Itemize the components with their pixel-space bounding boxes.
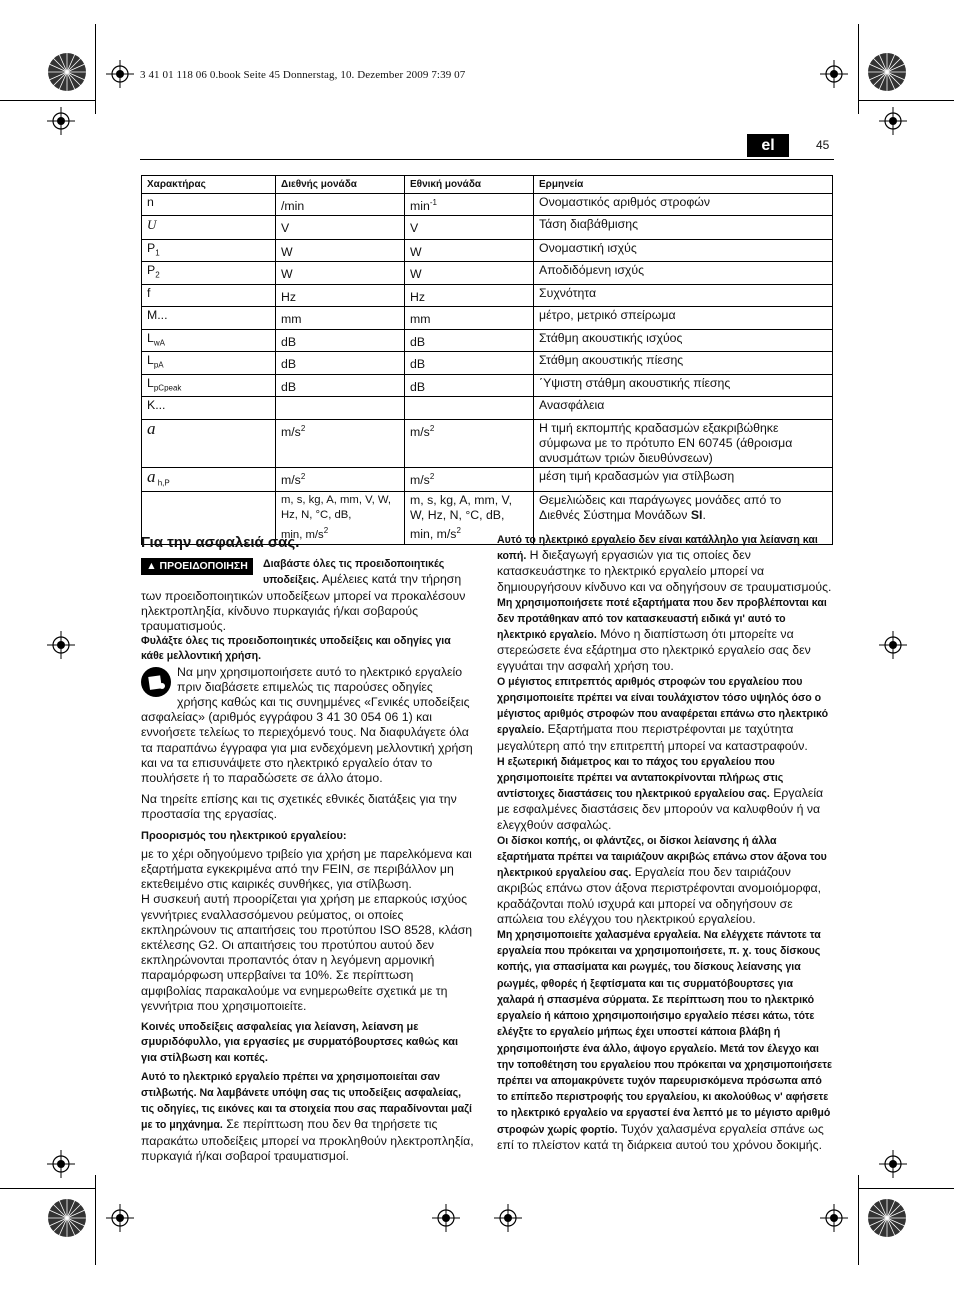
nat-unit-cell: V xyxy=(405,216,534,239)
crosshair-icon xyxy=(879,1150,907,1178)
column-header: Ερμηνεία xyxy=(534,176,833,194)
intl-unit-cell: W xyxy=(276,262,405,284)
symbol-cell: $L_{wA}$ xyxy=(142,329,276,351)
crosshair-icon xyxy=(106,1204,134,1232)
nat-unit-cell: W xyxy=(405,239,534,261)
description-cell: Στάθμη ακουστικής πίεσης xyxy=(534,352,833,374)
table-header-row xyxy=(142,176,833,194)
description-cell: Στάθμη ακουστικής ισχύος xyxy=(534,329,833,351)
purpose-text: με το χέρι οδηγούμενο τριβείο για χρήση με παρελκόμενα και εξαρτήματα εγκεκριμένα από την FEIN, σε περιβάλλον μη εκτεθειμένο στις καιρικές συνθήκες, για στίλβωση. xyxy=(141,846,472,892)
registration-star-icon xyxy=(867,1198,907,1238)
symbol-cell: $L_{pA}$ xyxy=(142,352,276,374)
table-row xyxy=(142,329,833,351)
nat-unit-cell: m, s, kg, A, mm, V, W, Hz, N, °C, dB, min, $m/s^2$ xyxy=(405,491,534,544)
nat-unit-cell: dB xyxy=(405,329,534,351)
intl-unit-cell: dB xyxy=(276,329,405,351)
read-manual-text: Να μην χρησιμοποιήσετε αυτό το ηλεκτρικό εργαλείο πριν διαβάσετε επιμελώς τις παρούσες οδηγίες χρήσης καθώς και τις συνημμένες «Γενικές υποδείξεις ασφαλείας» (αριθμός εγγράφου 3 41 30 054 06 1) και εννοήσετε τελείως το περιεχόμενό τους. Να διαφυλάγετε όλα τα παραπάνω έγγραφα για μια ενδεχόμενη μελλοντική χρήση και να τα επισυνάψετε στο ηλεκτρικό εργαλείο όταν το πουλήσετε ή το παραδώσετε σε άλλο άτομο. xyxy=(141,664,473,786)
nat-unit-cell: W xyxy=(405,262,534,284)
intl-unit-cell: mm xyxy=(276,307,405,329)
warning-keep-text: Φυλάξτε όλες τις προειδοποιητικές υποδείξεις και οδηγίες για κάθε μελλοντική χρήση. xyxy=(141,635,451,663)
safety-paragraph: Οι δίσκοι κοπής, οι φλάντζες, οι δίσκοι λείανσης ή άλλα εξαρτήματα πρέπει να ταιριάζουν ακριβώς επάνω στον άξονα του ηλεκτρικού εργαλείου σας. Εργαλεία που δεν ταιριάζουν ακριβώς επάνω στον άξονα περιστρέφονται ανομοιόμορφα, κραδάζονται πολύ ισχυρά και μπορεί να οδηγήσουν σε απώλεια του ελέγχου του ηλεκτρικού εργαλείου. xyxy=(497,834,827,926)
intl-unit-cell: Hz xyxy=(276,284,405,306)
safety-paragraph: Μη χρησιμοποιείτε χαλασμένα εργαλεία. Να ελέγχετε πάντοτε τα εργαλεία που πρόκειται να χρησιμοποιήσετε, π. χ. τους δίσκους κοπής, για σπασίματα και ρωγμές, του δίσκους λείανσης για ρωγμές, φθορές ή ξεφτίσματα και τις συρματόβουρτσες για χαλαρά ή σπασμένα σύρματα. Σε περίπτωση που το ηλεκτρικό εργαλείο ή κάποιο χρησιμοποιήσιμο εργαλείο πέσει κάτω, τότε ελέγξτε το εργαλείο μήπως έχει υποστεί κάποια βλάβη ή χρησιμοποιήστε ένα άλλο, άψογο εργαλείο. Μετά τον έλεγχο και την τοποθέτηση του εργαλείου που πρόκειται να χρησιμοποιήσετε πρέπει να απομακρύνετε τυχόν παρευρισκόμενα πρόσωπα από το επίπεδο περιστροφής του εργαλείου, κι ακολούθως ν' αφήσετε το ηλεκτρικό εργαλείο να εργαστεί ένα λεπτό με το μέγιστο αριθμό στροφών χωρίς φορτίο. Τυχόν χαλασμένα εργαλεία σπάνε ως επί το πλείστον κατά τη διάρκεια αυτού του χρόνου δοκιμής. xyxy=(497,929,833,1152)
intl-unit-cell: W xyxy=(276,239,405,261)
warning-block xyxy=(141,556,474,634)
intl-unit-cell xyxy=(276,397,405,419)
symbol-cell: M... xyxy=(142,307,276,329)
crosshair-icon xyxy=(820,1204,848,1232)
safety-paragraph: Αυτό το ηλεκτρικό εργαλείο δεν είναι κατάλληλο για λείανση και κοπή. Η διεξαγωγή εργασιών για τις οποίες δεν κατασκευάστηκε το ηλεκτρικό εργαλείο μπορεί να δημιουργήσουν κίνδυνο και να οδηγήσουν σε τραυματισμούς. xyxy=(497,534,832,594)
nat-unit-cell: dB xyxy=(405,374,534,396)
symbol-cell: $P_2$ xyxy=(142,262,276,284)
registration-star-icon xyxy=(867,52,907,92)
symbol-cell: n xyxy=(142,194,276,216)
read-manual-icon xyxy=(141,667,171,697)
table-row xyxy=(142,239,833,261)
description-cell: Θεμελιώδεις και παράγωγες μονάδες από το Διεθνές Σύστημα Μονάδων SI. xyxy=(534,491,833,544)
description-cell: Αποδιδόμενη ισχύς xyxy=(534,262,833,284)
warning-badge: ▲ ΠΡΟΕΙΔΟΠΟΙΗΣΗ xyxy=(141,558,253,575)
description-cell: μέση τιμή κραδασμών για στίλβωση xyxy=(534,467,833,491)
intl-unit-cell: dB xyxy=(276,374,405,396)
nat-unit-cell xyxy=(405,397,534,419)
column-header: Εθνική μονάδα xyxy=(405,176,534,194)
column-header: Διεθνής μονάδα xyxy=(276,176,405,194)
purpose-heading: Προορισμός του ηλεκτρικού εργαλείου: xyxy=(141,829,347,842)
table-row xyxy=(142,307,833,329)
file-header: 3 41 01 118 06 0.book Seite 45 Donnerstag, 10. Dezember 2009 7:39 07 xyxy=(140,69,466,81)
table-row xyxy=(142,397,833,419)
description-cell: Ονομαστική ισχύς xyxy=(534,239,833,261)
nat-unit-cell: $m/s^2$ xyxy=(405,467,534,491)
crosshair-icon xyxy=(879,107,907,135)
intl-unit-cell: /min xyxy=(276,194,405,216)
national-regulations-text: Να τηρείτε επίσης και τις σχετικές εθνικές διατάξεις για την προστασία της εργασίας. xyxy=(141,792,457,822)
symbol-cell: $P_1$ xyxy=(142,239,276,261)
crosshair-icon xyxy=(432,1204,460,1232)
generator-text: Η συσκευή αυτή προορίζεται για χρήση με επαρκούς ισχύος γεννήτριες εναλλασσόμενου ρεύματος, οι οποίες εκπληρώνουν τις απαιτήσεις του προτύπου ISO 8528, κλάση εκτέλεσης G2. Οι απαιτήσεις του προτύπου αυτού δεν εκπληρώνονται προπαντός όταν η λεγόμενη αρμονική παραμόρφωση υπερβαίνει τα 10%. Σε περίπτωση αμφιβολίας παρακαλούμε να ενημερωθείτε σχετικά με τη γεννήτρια που χρησιμοποιείτε. xyxy=(141,892,473,1013)
registration-star-icon xyxy=(47,1198,87,1238)
description-cell: Ονομαστικός αριθμός στροφών xyxy=(534,194,833,216)
table-row xyxy=(142,194,833,216)
header-rule xyxy=(140,159,834,160)
crosshair-icon xyxy=(820,60,848,88)
nat-unit-cell: Hz xyxy=(405,284,534,306)
intl-unit-cell: $m/s^2$ xyxy=(276,419,405,467)
warning-text: Διαβάστε όλες τις προειδοποιητικές υποδείξεις. Αμέλειες κατά την τήρηση των προειδοποιητικών υποδείξεων μπορεί να προκαλέσουν ηλεκτροπληξία, κίνδυνο πυρκαγιάς ή/και σοβαρούς τραυματισμούς. xyxy=(141,558,466,634)
nat-unit-cell: dB xyxy=(405,352,534,374)
symbol-cell: a $_{h,P}$ xyxy=(142,467,276,491)
crosshair-icon xyxy=(494,1204,522,1232)
crosshair-icon xyxy=(879,631,907,659)
description-cell: Τάση διαβάθμισης xyxy=(534,216,833,239)
safety-paragraph: Η εξωτερική διάμετρος και το πάχος του εργαλείου που χρησιμοποιείτε πρέπει να ανταποκρίνονται πλήρως στις αντίστοιχες διαστάσεις του ηλεκτρικού εργαλείου σας. Εργαλεία με εσφαλμένες διαστάσεις δεν μπορούν να καλυφθούν ή να ελεγχθούν ασφαλώς. xyxy=(497,755,824,832)
table-row xyxy=(142,419,833,467)
table-row xyxy=(142,284,833,306)
intl-unit-cell: dB xyxy=(276,352,405,374)
nat-unit-cell: mm xyxy=(405,307,534,329)
left-column xyxy=(141,535,474,1164)
units-table xyxy=(141,175,833,545)
warning-triangle-icon: ▲ xyxy=(146,560,160,573)
symbol-cell: U xyxy=(142,216,276,239)
crosshair-icon xyxy=(47,1150,75,1178)
table-row xyxy=(142,467,833,491)
intl-unit-cell: m, s, kg, A, mm, V, W, Hz, N, °C, dB, min, $m/s^2$ xyxy=(276,491,405,544)
intl-unit-cell: $m/s^2$ xyxy=(276,467,405,491)
description-cell: Ανασφάλεια xyxy=(534,397,833,419)
intl-unit-cell: V xyxy=(276,216,405,239)
safety-paragraph: Μη χρησιμοποιήσετε ποτέ εξαρτήματα που δεν προβλέπονται και δεν προτάθηκαν από τον κατασκευαστή ειδικά γι' αυτό το ηλεκτρικό εργαλείο. Μόνο η διαπίστωση ότι μπορείτε να στερεώσετε ένα εξάρτημα στο ηλεκτρικό εργαλείο σας δεν εγγυάται την ασφαλή χρήση του. xyxy=(497,596,827,673)
table-row xyxy=(142,262,833,284)
nat-unit-cell: $\min^{-1}$ xyxy=(405,194,534,216)
column-header: Χαρακτήρας xyxy=(142,176,276,194)
safety-paragraph: Ο μέγιστος επιτρεπτός αριθμός στροφών του εργαλείου που χρησιμοποιείτε πρέπει να είναι τουλάχιστον τόσο υψηλός όσο ο μέγιστος αριθμός στροφών που αναφέρεται επάνω στο ηλεκτρικό εργαλείο. Εξαρτήματα που περιστρέφονται με ταχύτητα μεγαλύτερη από την επιτρεπτή μπορεί να καταστραφούν. xyxy=(497,675,829,753)
page-number: 45 xyxy=(816,138,830,152)
crosshair-icon xyxy=(47,107,75,135)
description-cell: Η τιμή εκπομπής κραδασμών εξακριβώθηκε σύμφωνα με το πρότυπο EN 60745 (άθροισμα ανυσμάτων τριών διευθύνσεων) xyxy=(534,419,833,467)
registration-star-icon xyxy=(47,52,87,92)
table-row xyxy=(142,374,833,396)
description-cell: μέτρο, μετρικό σπείρωμα xyxy=(534,307,833,329)
common-safety-heading: Κοινές υποδείξεις ασφαλείας για λείανση, λείανση με σμυριδόφυλλο, για εργασίες με συρματόβουρτσες καθώς και για στίλβωση και κοπές. xyxy=(141,1021,459,1064)
symbol-cell: K... xyxy=(142,397,276,419)
table-row xyxy=(142,216,833,239)
table-row xyxy=(142,352,833,374)
language-badge: el xyxy=(747,134,789,157)
polisher-use-text: Αυτό το ηλεκτρικό εργαλείο πρέπει να χρησιμοποιείται σαν στιλβωτής. Να λαμβάνετε υπόψη σας τις υποδείξεις ασφαλείας, τις οδηγίες, τις εικόνες και τα στοιχεία που σας παραδίνονται μαζί με το μηχάνημα. Σε περίπτωση που δεν θα τηρήσετε τις παρακάτω υποδείξεις μπορεί να προκληθούν ηλεκτροπληξία, πυρκαγιά ή/και σοβαροί τραυματισμοί. xyxy=(141,1070,474,1163)
description-cell: Συχνότητα xyxy=(534,284,833,306)
crosshair-icon xyxy=(106,60,134,88)
read-manual-block xyxy=(141,665,474,787)
section-title: Για την ασφαλειά σας. xyxy=(141,534,300,551)
nat-unit-cell: $m/s^2$ xyxy=(405,419,534,467)
symbol-cell: f xyxy=(142,284,276,306)
symbol-cell: $L_{pCpeak}$ xyxy=(142,374,276,396)
description-cell: ΄Υψιστη στάθμη ακουστικής πίεσης xyxy=(534,374,833,396)
crosshair-icon xyxy=(47,631,75,659)
symbol-cell: a xyxy=(142,419,276,467)
right-column xyxy=(497,532,833,1153)
